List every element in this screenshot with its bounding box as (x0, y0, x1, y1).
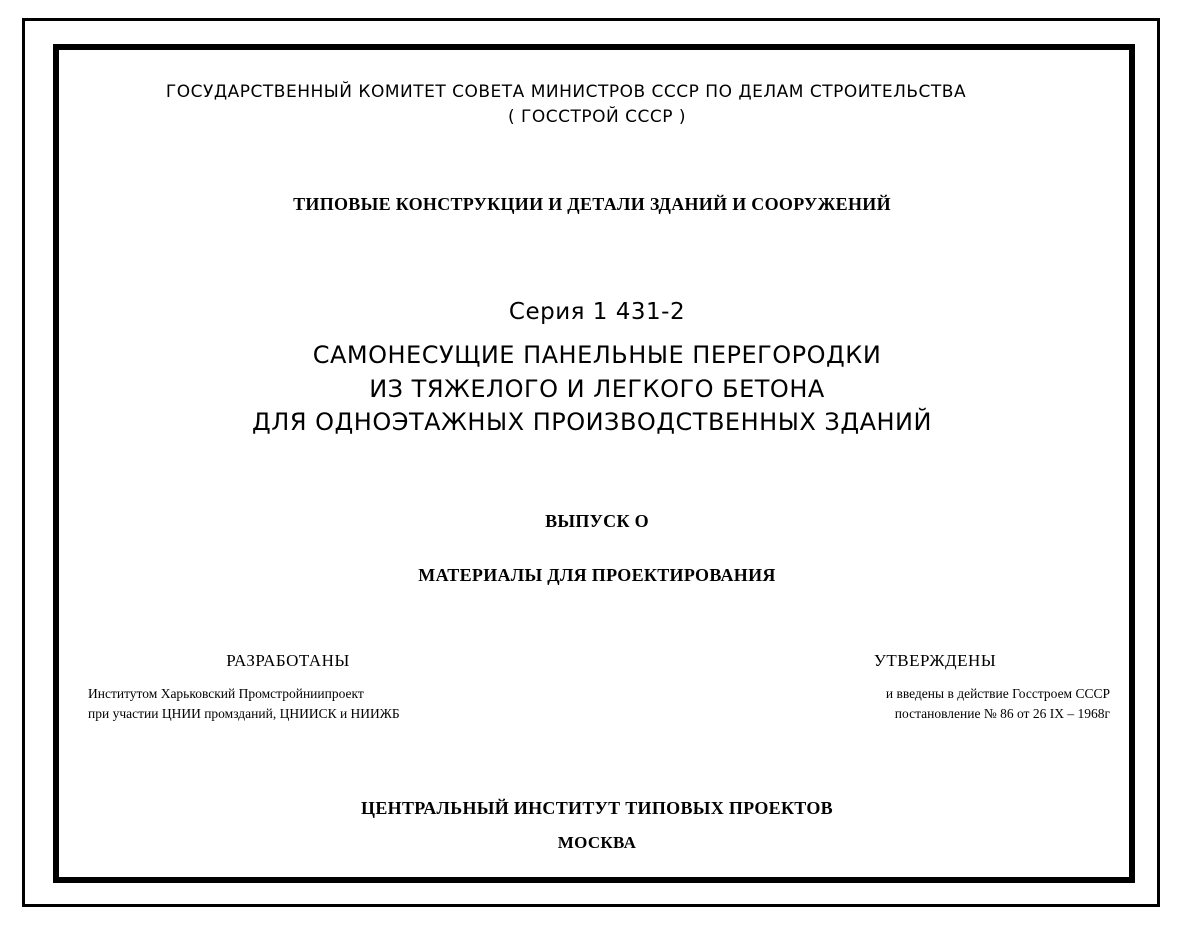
approved-heading: УТВЕРЖДЕНЫ (873, 651, 997, 670)
approved-line-2: постановление № 86 от 26 IX – 1968г (894, 705, 1110, 721)
approved-line-1: и введены в действие Госстроем СССР (885, 686, 1110, 701)
document-title-line-2: ИЗ ТЯЖЕЛОГО И ЛЕГКОГО БЕТОНА (369, 375, 825, 403)
developed-line-1: Институтом Харьковский Промстройниипроект (88, 686, 364, 701)
typical-structures-heading: ТИПОВЫЕ КОНСТРУКЦИИ И ДЕТАЛИ ЗДАНИЙ И СООРУЖЕНИЙ (293, 194, 891, 214)
developed-line-2: при участии ЦНИИ промзданий, ЦНИИСК и НИИЖБ (88, 705, 400, 721)
gosstroy-title: ( ГОССТРОЙ СССР ) (507, 107, 687, 127)
inner-frame (53, 44, 1135, 883)
committee-title: ГОСУДАРСТВЕННЫЙ КОМИТЕТ СОВЕТА МИНИСТРОВ СССР ПО ДЕЛАМ СТРОИТЕЛЬСТВА (165, 82, 967, 102)
central-institute: ЦЕНТРАЛЬНЫЙ ИНСТИТУТ ТИПОВЫХ ПРОЕКТОВ (361, 798, 833, 818)
developed-heading: РАЗРАБОТАНЫ (226, 651, 350, 670)
city-name: МОСКВА (557, 833, 637, 852)
series-number: Серия 1 431-2 (508, 299, 686, 325)
materials-heading: МАТЕРИАЛЫ ДЛЯ ПРОЕКТИРОВАНИЯ (418, 565, 776, 585)
document-title-line-1: САМОНЕСУЩИЕ ПАНЕЛЬНЫЕ ПЕРЕГОРОДКИ (312, 341, 882, 369)
document-title-line-3: ДЛЯ ОДНОЭТАЖНЫХ ПРОИЗВОДСТВЕННЫХ ЗДАНИЙ (252, 408, 932, 436)
issue-number: ВЫПУСК О (545, 511, 649, 531)
developed-block (88, 652, 488, 726)
approved-block (760, 652, 1110, 726)
